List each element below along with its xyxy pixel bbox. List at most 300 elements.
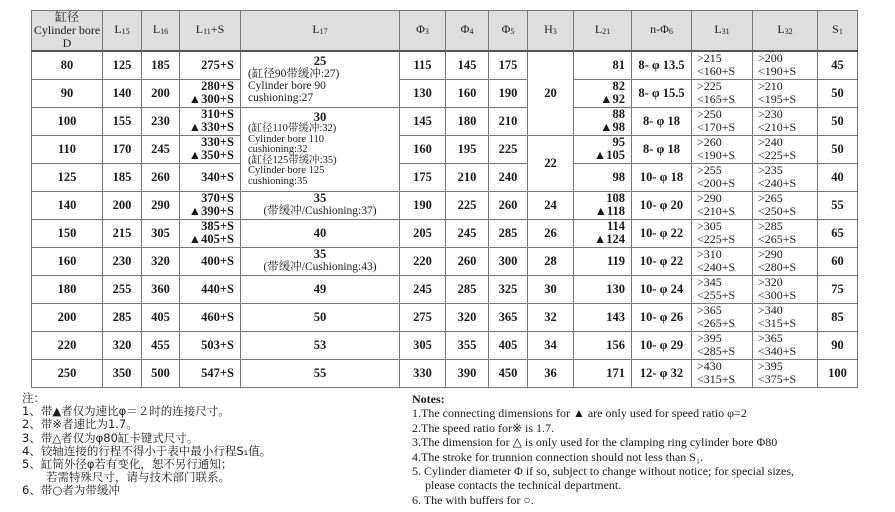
cell-line: ▲105: [593, 148, 625, 162]
cell-n-phi6: 10- φ 26: [632, 303, 692, 331]
cell-line: 340+S: [201, 169, 234, 184]
cell-L21: [574, 359, 632, 387]
cell-L32: [753, 191, 818, 219]
table-row: [32, 219, 858, 247]
cell-line: <210+S: [758, 120, 797, 134]
cell-line: 370+S: [201, 191, 234, 205]
cell-line: <285+S: [697, 344, 736, 358]
cell-L17-main: 49: [313, 281, 327, 296]
cell-line: 280+S: [201, 79, 234, 93]
cell-L21: [574, 191, 632, 219]
header-phi5: [489, 11, 528, 52]
cell-bore: 80: [32, 51, 103, 79]
cell-phi4: 210: [446, 163, 489, 191]
cell-L15: 125: [103, 51, 142, 79]
notes-cn-item: 3、带△者仅为φ80缸卡键式尺寸。: [22, 430, 199, 445]
cell-L15: 140: [103, 79, 142, 107]
cell-L31: [692, 303, 753, 331]
cell-line: 88: [612, 107, 625, 121]
header-bore-cn: 缸径: [54, 10, 79, 24]
cell-line: <190+S: [758, 64, 797, 79]
cell-L15: 215: [103, 219, 142, 247]
cell-L16: 200: [142, 79, 180, 107]
cell-line: 310+S: [201, 107, 234, 121]
table-row: [32, 275, 858, 303]
cell-phi4: 145: [446, 51, 489, 79]
cell-line: <250+S: [758, 204, 797, 218]
cell-L32: [753, 275, 818, 303]
header-base: Φ: [416, 22, 425, 36]
cell-L31: [692, 163, 753, 191]
cell-line: ▲350+S: [188, 148, 234, 162]
cell-line: ▲330+S: [188, 120, 234, 134]
dimension-table: [31, 10, 858, 388]
cell-S1: 45: [818, 51, 858, 79]
cell-n-phi6: 8- φ 13.5: [632, 51, 692, 79]
cell-phi4: 285: [446, 275, 489, 303]
cell-line: <315+S: [758, 316, 797, 330]
header-base: L: [152, 22, 161, 36]
cell-line: <265+S: [697, 316, 736, 330]
cell-L21: [574, 135, 632, 163]
notes-cn-item: 4、铰轴连接的行程不得小于表中最小行程S₁值。: [22, 443, 272, 458]
cell-line: >285: [758, 219, 783, 233]
cell-S1: 50: [818, 79, 858, 107]
header-base: L: [195, 22, 204, 36]
cell-line: <170+S: [697, 120, 736, 134]
cell-L17-note: (缸径90带缓冲:27): [248, 67, 340, 80]
table-row: [32, 303, 858, 331]
cell-L15: 255: [103, 275, 142, 303]
header-base: Φ: [460, 22, 470, 36]
cell-line: >255: [697, 163, 722, 177]
header-L11S: [180, 11, 241, 52]
header-S1: [818, 11, 858, 52]
cell-line: <225+S: [697, 232, 736, 246]
cell-bore: 150: [32, 219, 103, 247]
cell-line: >210: [758, 79, 783, 93]
cell-phi5: 260: [489, 191, 528, 219]
cell-phi5: 175: [489, 51, 528, 79]
cell-L15: 185: [103, 163, 142, 191]
cell-L17: [241, 107, 400, 191]
cell-L17-note: Cylinder bore 125: [248, 165, 325, 176]
cell-L17: [241, 247, 400, 275]
cell-phi4: 160: [446, 79, 489, 107]
header-sub: 11: [203, 27, 211, 36]
cell-line: 114: [606, 219, 625, 233]
cell-L21: [574, 163, 632, 191]
cell-L21: [574, 79, 632, 107]
header-sub: 21: [602, 27, 611, 36]
cell-L11S: [180, 359, 241, 387]
notes-english: [412, 392, 794, 507]
header-sub: 15: [121, 27, 130, 36]
cell-L17-note: Cylinder bore 110: [248, 133, 325, 145]
cell-line: 503+S: [201, 337, 234, 352]
cell-L11S: [180, 51, 241, 79]
cell-phi5: 450: [489, 359, 528, 387]
notes-cn-item: 若需特殊尺寸，请与技术部门联系。: [46, 470, 230, 485]
cell-H3: 30: [528, 275, 574, 303]
cell-line: >320: [758, 275, 783, 289]
cell-S1: 75: [818, 275, 858, 303]
cell-L32: [753, 51, 818, 79]
cell-line: >265: [758, 191, 783, 205]
header-bore-sym: D: [62, 36, 72, 50]
header-base: n-Φ: [650, 22, 669, 36]
cell-phi5: 190: [489, 79, 528, 107]
notes-chinese: [22, 392, 271, 498]
cell-line: >305: [697, 219, 722, 233]
header-phi4: [446, 11, 489, 52]
cell-L31: [692, 191, 753, 219]
cell-phi3: 220: [400, 247, 446, 275]
cell-phi3: 145: [400, 107, 446, 135]
cell-phi5: 285: [489, 219, 528, 247]
cell-line: 95: [612, 135, 625, 149]
cell-L11S: [180, 219, 241, 247]
cell-L31: [692, 275, 753, 303]
cell-L32: [753, 107, 818, 135]
cell-line: <225+S: [758, 148, 797, 162]
cell-bore: 90: [32, 79, 103, 107]
cell-L17-note: cushioning:35: [248, 175, 308, 187]
header-L32: [753, 11, 818, 52]
cell-H3: 26: [528, 219, 574, 247]
notes-en-item: 6. The with buffers for ○.: [412, 492, 534, 507]
cell-L11S: [180, 303, 241, 331]
cell-line: 108: [606, 191, 625, 205]
cell-H3: 22: [528, 135, 574, 191]
cell-H3: 34: [528, 331, 574, 359]
cell-line: 143: [606, 309, 625, 324]
table-row: [32, 51, 858, 79]
cell-L17: [241, 219, 400, 247]
cell-line: >290: [758, 247, 783, 261]
cell-line: ▲405+S: [188, 232, 234, 246]
notes-en-item: 2.The speed ratio for※ is 1.7.: [412, 420, 555, 435]
cell-L17-main: 30: [313, 110, 327, 124]
header-base: L: [312, 22, 320, 36]
cell-L17-main: 40: [313, 225, 327, 240]
cell-L16: 305: [142, 219, 180, 247]
cell-line: 130: [606, 281, 625, 296]
cell-L16: 320: [142, 247, 180, 275]
cell-line: >365: [697, 303, 722, 317]
cell-phi4: 390: [446, 359, 489, 387]
header-n-phi6: [632, 11, 692, 52]
cell-line: 385+S: [201, 219, 234, 233]
cell-phi3: 160: [400, 135, 446, 163]
cell-L17-main: 53: [313, 337, 327, 352]
cell-line: ▲118: [594, 204, 625, 218]
cell-H3: 32: [528, 303, 574, 331]
cell-bore: 125: [32, 163, 103, 191]
cell-line: >365: [758, 331, 783, 345]
cell-H3: 24: [528, 191, 574, 219]
table-row: [32, 331, 858, 359]
notes-cn-item: 5、缸筒外径φ若有变化，恕不另行通知；: [22, 457, 233, 472]
cell-L17-main: 35: [313, 247, 327, 261]
cell-line: <195+S: [758, 92, 797, 106]
cell-phi5: 240: [489, 163, 528, 191]
header-phi3: [400, 11, 446, 52]
cell-line: <300+S: [758, 288, 797, 302]
notes-cn-item: 2、带※者速比为1.7。: [22, 417, 138, 432]
cell-line: <315+S: [697, 372, 736, 386]
cell-n-phi6: 12- φ 32: [632, 359, 692, 387]
header-base: L: [777, 22, 785, 36]
cell-L17-main: 25: [313, 53, 327, 68]
cell-n-phi6: 8- φ 15.5: [632, 79, 692, 107]
notes-en-item: 5. Cylinder diameter Φ if so, subject to change without notice; for special sizes,: [412, 464, 795, 479]
cell-L17-note: Cylinder bore 90: [248, 79, 326, 92]
cell-L21: [574, 107, 632, 135]
cell-L15: 200: [103, 191, 142, 219]
cell-n-phi6: 10- φ 20: [632, 191, 692, 219]
notes-en-item: please contacts the technical department.: [425, 478, 622, 493]
cell-phi4: 180: [446, 107, 489, 135]
cell-L32: [753, 303, 818, 331]
cell-L31: [692, 331, 753, 359]
cell-phi3: 305: [400, 331, 446, 359]
notes-cn-title: 注：: [22, 391, 45, 405]
cell-L31: [692, 79, 753, 107]
cell-line: >290: [697, 191, 722, 205]
cell-L11S: [180, 107, 241, 135]
cell-line: <165+S: [697, 92, 736, 106]
cell-L15: 285: [103, 303, 142, 331]
cell-line: >230: [758, 107, 783, 121]
cell-line: 547+S: [201, 365, 234, 380]
cell-line: ▲92: [600, 92, 625, 106]
table-row: [32, 135, 858, 163]
cell-phi5: 300: [489, 247, 528, 275]
header-row: [32, 11, 858, 52]
cell-L21: [574, 331, 632, 359]
cell-line: 82: [612, 79, 625, 93]
cell-line: <160+S: [697, 64, 736, 79]
header-L15: [103, 11, 142, 52]
header-sub: 31: [721, 27, 730, 36]
cell-n-phi6: 10- φ 29: [632, 331, 692, 359]
cell-n-phi6: 10- φ 18: [632, 163, 692, 191]
notes-en-item: 3.The dimension for △ is only used for the clamping ring cylinder bore Φ80: [412, 435, 778, 450]
cell-line: ▲98: [600, 120, 625, 134]
cell-L15: 320: [103, 331, 142, 359]
header-sub: 17: [319, 27, 328, 36]
cell-L31: [692, 219, 753, 247]
cell-bore: 140: [32, 191, 103, 219]
cell-phi5: 325: [489, 275, 528, 303]
cell-line: 171: [606, 365, 625, 380]
cell-L17: [241, 303, 400, 331]
cell-line: <190+S: [697, 148, 736, 162]
cell-L17-main: 50: [313, 309, 327, 324]
header-base: Φ: [501, 22, 511, 36]
cell-line: <340+S: [758, 344, 797, 358]
header-base: L: [114, 22, 122, 36]
cell-line: <255+S: [697, 288, 736, 302]
table-row: [32, 359, 858, 387]
cell-L17-note: cushioning:32: [248, 144, 308, 155]
cell-L31: [692, 135, 753, 163]
cell-line: <200+S: [697, 176, 736, 190]
cell-L15: 230: [103, 247, 142, 275]
header-sub: 32: [784, 27, 793, 36]
cell-phi3: 205: [400, 219, 446, 247]
cell-L21: [574, 275, 632, 303]
cell-S1: 60: [818, 247, 858, 275]
cell-L17-note: cushioning:27: [248, 91, 314, 104]
cell-line: <210+S: [697, 204, 736, 218]
cell-S1: 55: [818, 191, 858, 219]
table-row: [32, 79, 858, 107]
cell-L17-note: (缸径125带缓冲:35): [248, 154, 337, 166]
cell-S1: 100: [818, 359, 858, 387]
cell-S1: 40: [818, 163, 858, 191]
cell-n-phi6: 10- φ 22: [632, 247, 692, 275]
cell-line: >430: [697, 359, 722, 373]
cell-phi3: 330: [400, 359, 446, 387]
cell-line: 400+S: [201, 253, 234, 268]
cell-L17-main: 55: [313, 365, 327, 380]
cell-L16: 230: [142, 107, 180, 135]
table-row: [32, 107, 858, 135]
table-row: [32, 247, 858, 275]
header-L31: [692, 11, 753, 52]
cell-L21: [574, 247, 632, 275]
cell-L17: [241, 359, 400, 387]
cell-L32: [753, 247, 818, 275]
header-sub: 16: [160, 27, 169, 36]
cell-line: 275+S: [201, 57, 234, 72]
cell-S1: 50: [818, 107, 858, 135]
cell-line: 156: [606, 337, 625, 352]
table-row: [32, 163, 858, 191]
cell-phi3: 275: [400, 303, 446, 331]
cell-bore: 220: [32, 331, 103, 359]
notes-en-item: 4.The stroke for trunnion connection should not less than S₁.: [412, 449, 704, 464]
cell-line: >310: [697, 247, 722, 261]
cell-bore: 100: [32, 107, 103, 135]
cell-S1: 50: [818, 135, 858, 163]
cell-L11S: [180, 191, 241, 219]
cell-line: ▲390+S: [188, 204, 234, 218]
cell-L32: [753, 359, 818, 387]
cell-L32: [753, 163, 818, 191]
cell-S1: 90: [818, 331, 858, 359]
cell-L17-main: 35: [313, 191, 327, 205]
cell-phi4: 225: [446, 191, 489, 219]
cell-phi4: 245: [446, 219, 489, 247]
cell-line: >235: [758, 163, 783, 177]
cell-line: <280+S: [758, 260, 797, 274]
cell-H3: 20: [528, 51, 574, 135]
cell-L17: [241, 331, 400, 359]
cell-line: >340: [758, 303, 783, 317]
cell-L16: 290: [142, 191, 180, 219]
table-row: [32, 191, 858, 219]
header-base: L: [714, 22, 722, 36]
cell-n-phi6: 10- φ 24: [632, 275, 692, 303]
cell-line: 98: [612, 169, 625, 184]
cell-S1: 85: [818, 303, 858, 331]
cell-line: 81: [612, 57, 625, 72]
header-suffix: +S: [210, 22, 225, 36]
cell-line: ▲124: [593, 232, 625, 246]
notes-en-item: 1.The connecting dimensions for ▲ are only used for speed ratio φ=2: [412, 406, 747, 421]
header-sub: 5: [510, 27, 515, 36]
cell-bore: 180: [32, 275, 103, 303]
cell-L16: 500: [142, 359, 180, 387]
cell-bore: 200: [32, 303, 103, 331]
cell-L32: [753, 219, 818, 247]
header-base: S: [832, 22, 839, 36]
cell-L16: 405: [142, 303, 180, 331]
cell-L31: [692, 107, 753, 135]
cell-line: >200: [758, 51, 783, 66]
header-L16: [142, 11, 180, 52]
cell-L15: 155: [103, 107, 142, 135]
cell-line: >215: [697, 51, 722, 66]
cell-L16: 360: [142, 275, 180, 303]
cell-line: >240: [758, 135, 783, 149]
cell-L15: 350: [103, 359, 142, 387]
cell-H3: 28: [528, 247, 574, 275]
cell-line: <240+S: [758, 176, 797, 190]
cell-line: 460+S: [201, 309, 234, 324]
cell-line: >250: [697, 107, 722, 121]
cell-S1: 65: [818, 219, 858, 247]
cell-phi5: 405: [489, 331, 528, 359]
cell-L16: 455: [142, 331, 180, 359]
cell-L32: [753, 79, 818, 107]
cell-L11S: [180, 163, 241, 191]
cell-line: 330+S: [201, 135, 234, 149]
cell-L21: [574, 51, 632, 79]
cell-L16: 185: [142, 51, 180, 79]
cell-n-phi6: 10- φ 22: [632, 219, 692, 247]
notes-cn-item: 6、带○者为带缓冲: [22, 483, 120, 498]
header-base: H: [544, 22, 553, 36]
cell-L11S: [180, 247, 241, 275]
cell-bore: 110: [32, 135, 103, 163]
header-sub: 1: [838, 27, 843, 36]
cell-L32: [753, 331, 818, 359]
header-bore-en: Cylinder bore: [33, 23, 101, 37]
cell-L31: [692, 359, 753, 387]
cell-line: >395: [758, 359, 783, 373]
header-sub: 3: [424, 27, 429, 36]
cell-phi3: 190: [400, 191, 446, 219]
header-sub: 6: [668, 27, 673, 36]
header-H3: [528, 11, 574, 52]
header-cylinder-bore: [32, 11, 103, 52]
header-L17: [241, 11, 400, 52]
cell-n-phi6: 8- φ 18: [632, 107, 692, 135]
notes-cn-item: 1、带▲者仅为速比φ＝２时的连接尺寸。: [22, 404, 230, 419]
cell-line: >260: [697, 135, 722, 149]
cell-L32: [753, 135, 818, 163]
cell-line: ▲300+S: [188, 92, 234, 106]
cell-phi3: 245: [400, 275, 446, 303]
cell-phi3: 175: [400, 163, 446, 191]
cell-line: 119: [606, 253, 625, 268]
cell-L11S: [180, 135, 241, 163]
cell-L17: [241, 51, 400, 107]
